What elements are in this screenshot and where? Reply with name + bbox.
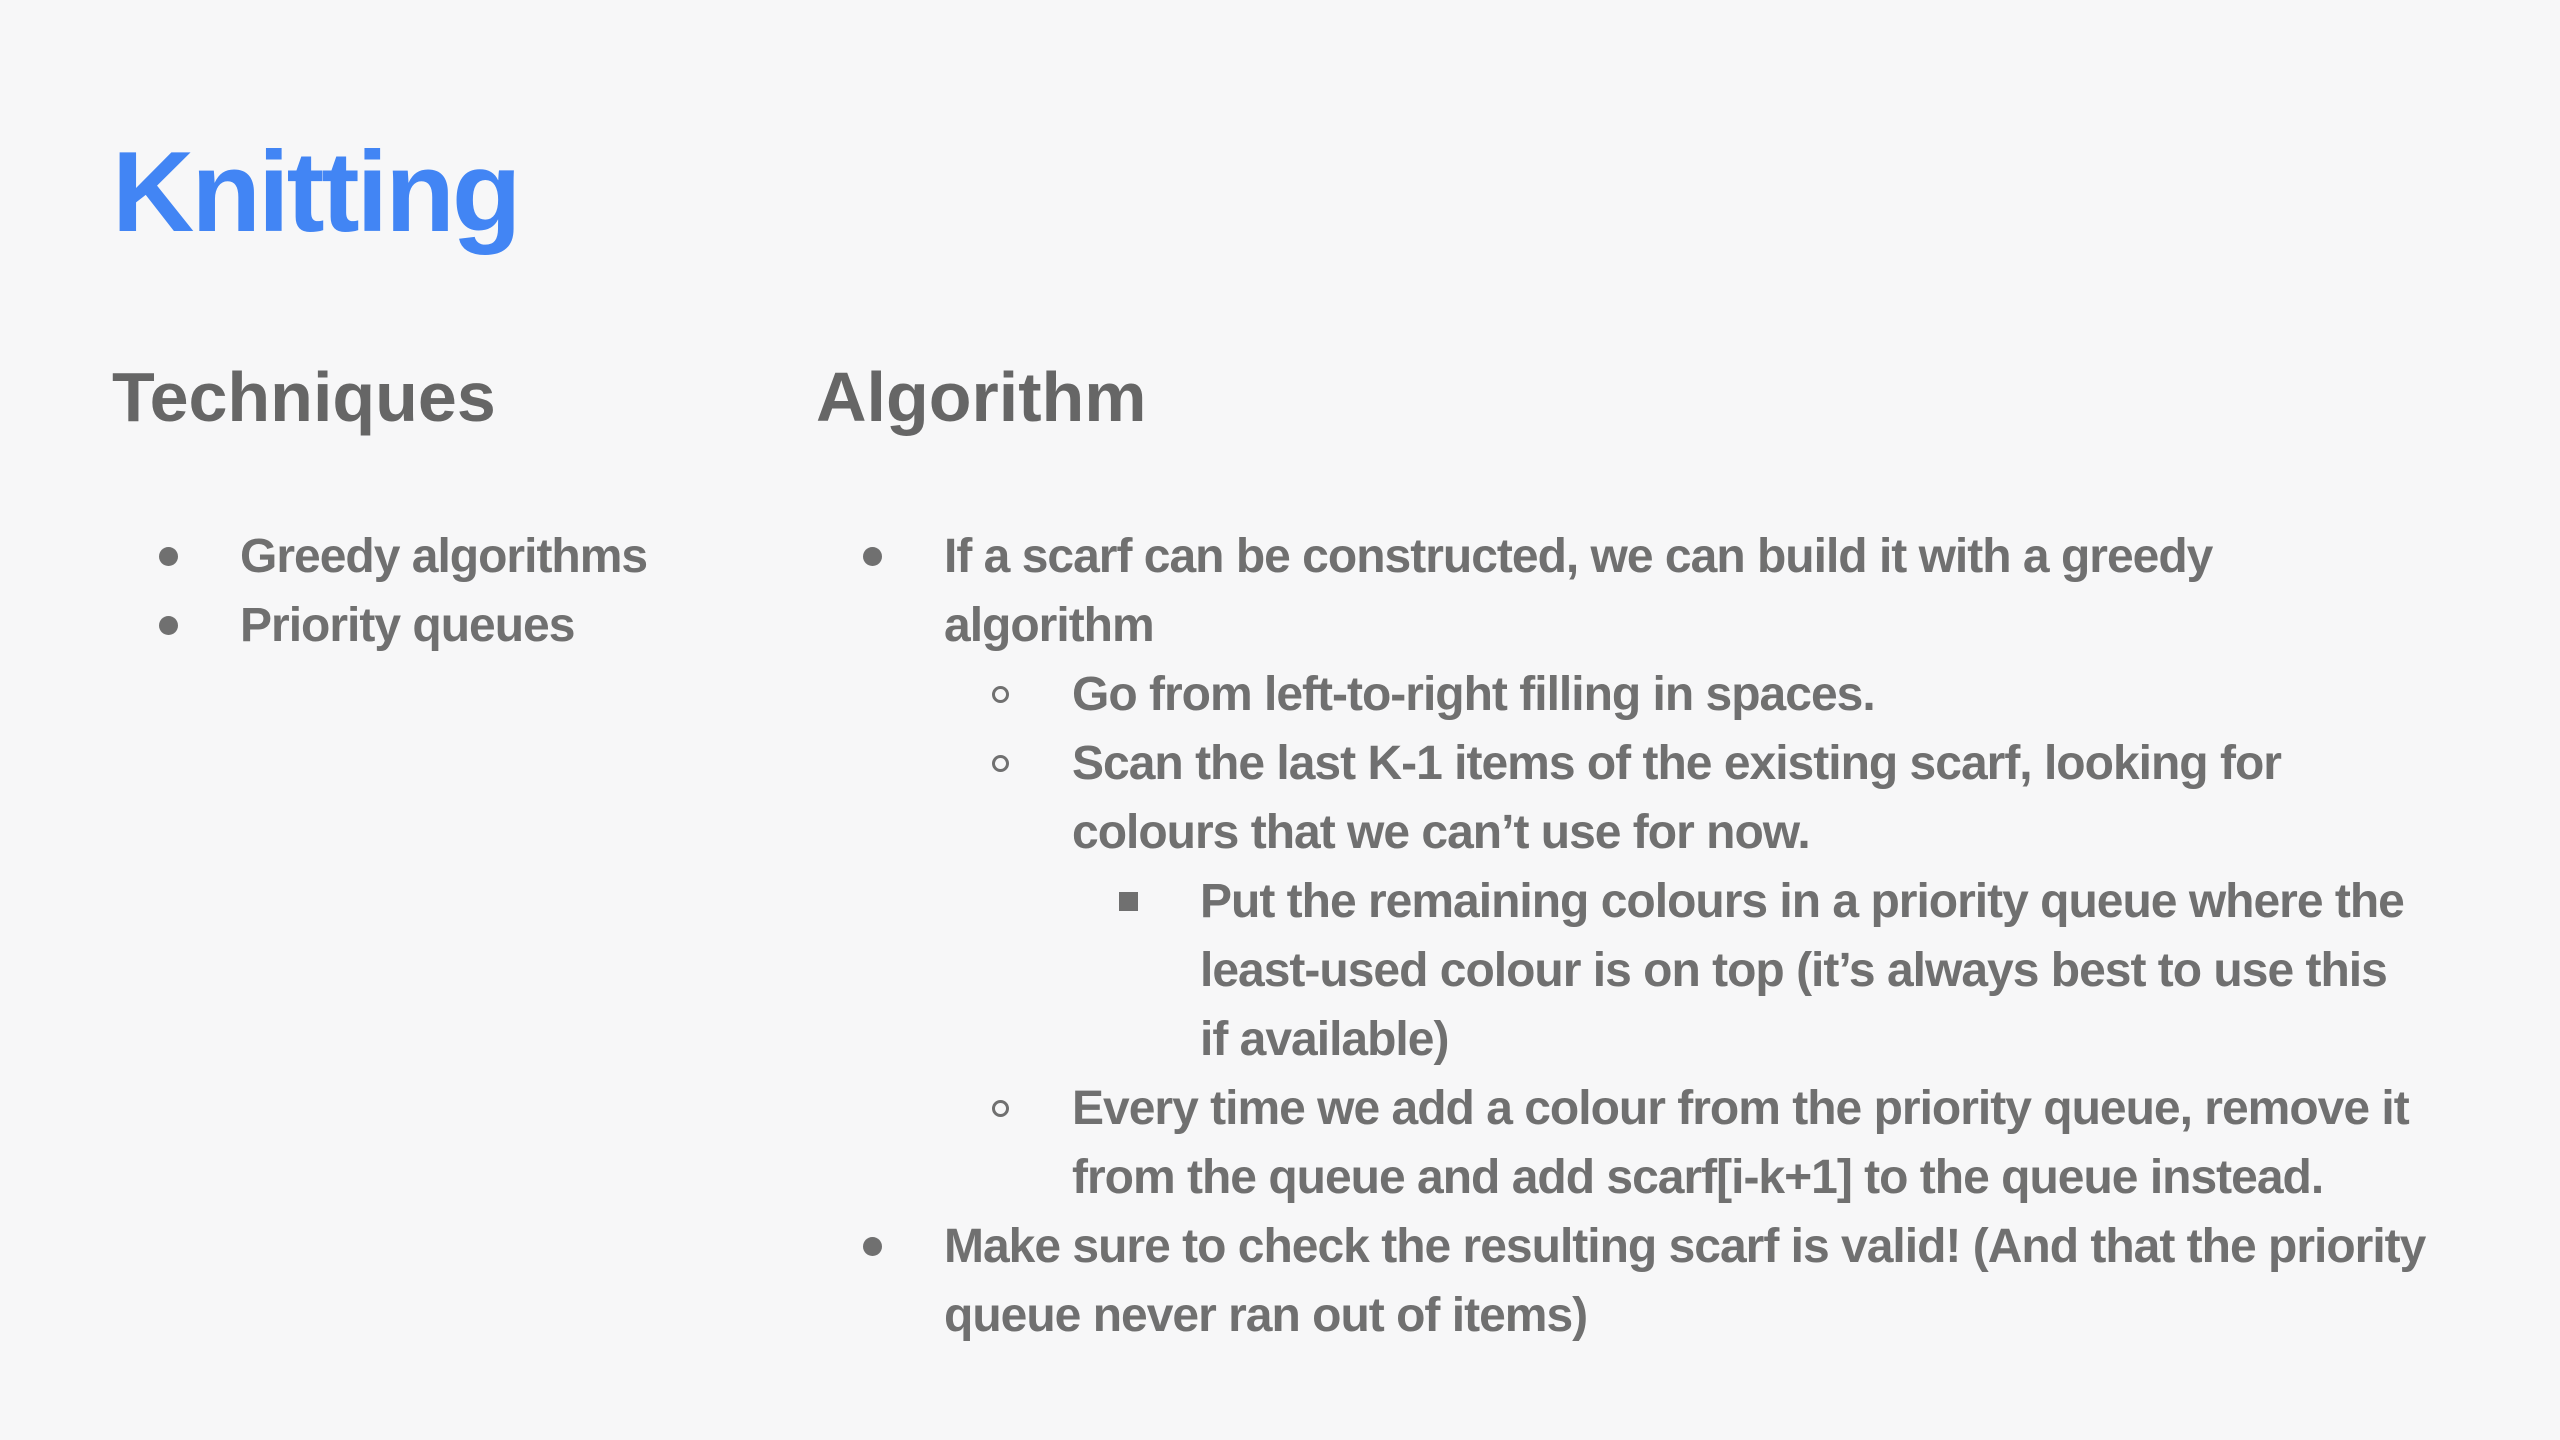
list-item [816,1074,2426,1212]
list-item [816,660,2426,729]
list-item [112,522,752,591]
bullet-filled-circle-icon [148,522,188,591]
bullet-filled-circle-icon [852,1212,892,1281]
list-item-text: Priority queues [240,599,575,652]
algorithm-list [816,522,2426,1350]
list-item-text: If a scarf can be constructed, we can build it with a greedy algorithm [944,530,2213,652]
list-item-text: Scan the last K-1 items of the existing scarf, looking for colours that we can’t use for now. [1072,737,2281,859]
techniques-list [112,522,752,660]
techniques-heading: Techniques [112,358,496,436]
list-item [816,729,2426,867]
list-item-text: Go from left-to-right filling in spaces. [1072,668,1875,721]
list-item-text: Greedy algorithms [240,530,648,583]
list-item-text: Every time we add a colour from the priority queue, remove it from the queue and add scarf[i-k+1] to the queue instead. [1072,1082,2409,1204]
list-item [112,591,752,660]
list-item-text: Make sure to check the resulting scarf is valid! (And that the priority queue never ran out of items) [944,1220,2426,1342]
list-item [816,522,2426,660]
bullet-hollow-circle-icon [980,729,1020,798]
list-item-text: Put the remaining colours in a priority queue where the least-used colour is on top (it’s always best to use this if available) [1200,875,2404,1066]
slide-title: Knitting [112,129,519,256]
list-item [816,867,2426,1074]
bullet-filled-circle-icon [148,591,188,660]
algorithm-heading: Algorithm [816,358,1147,436]
bullet-hollow-circle-icon [980,660,1020,729]
list-item [816,1212,2426,1350]
bullet-hollow-circle-icon [980,1074,1020,1143]
bullet-filled-circle-icon [852,522,892,591]
bullet-filled-square-icon [1108,867,1148,936]
